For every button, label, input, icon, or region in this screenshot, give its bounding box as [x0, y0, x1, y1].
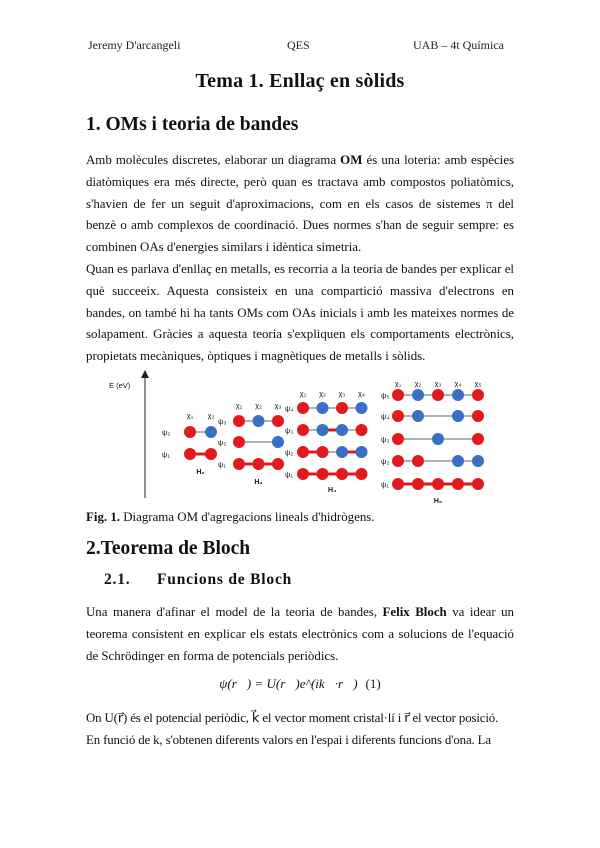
atomic-orbital-lobe — [452, 410, 464, 422]
energy-axis-arrow — [141, 370, 149, 378]
subsection-2-1-heading: 2.1. Funcions de Bloch — [104, 571, 293, 588]
psi-label: ψ₅ — [381, 391, 390, 400]
atomic-orbital-lobe — [297, 402, 309, 414]
atomic-orbital-lobe — [272, 458, 284, 470]
atomic-orbital-lobe — [472, 478, 484, 490]
atomic-orbital-lobe — [472, 433, 484, 445]
psi-label: ψ₄ — [285, 404, 294, 413]
psi-label: ψ₁ — [381, 480, 389, 489]
chi-label: χ₁ — [186, 411, 194, 420]
atomic-orbital-lobe — [317, 446, 329, 458]
section-2-paragraph-2-line-2: En funció de k, s'obtenen diferents valors en l'espai i diferents funcions d'ona. La — [86, 733, 491, 747]
atomic-orbital-lobe — [412, 478, 424, 490]
group-label: H₅ — [433, 498, 443, 505]
atomic-orbital-lobe — [297, 446, 309, 458]
atomic-orbital-lobe — [184, 448, 196, 460]
bloch-equation: ψ(r⃗) = U(r⃗)e^(ik⃗·r⃗) (1) — [219, 676, 381, 691]
chi-label: χ₂ — [207, 411, 215, 420]
atomic-orbital-lobe — [392, 455, 404, 467]
section-2-heading: 2.Teorema de Bloch — [86, 538, 251, 559]
chi-label: χ₃ — [434, 379, 442, 388]
atomic-orbital-lobe — [412, 410, 424, 422]
section-2-paragraph-1: Una manera d'afinar el model de la teoria de bandes, Felix Bloch va idear un teorema consistent en explicar els estats electrònics com a solucions de l'equació de Schrödinger en forma de potencials periòdics. — [86, 605, 514, 663]
header-course: QES — [287, 38, 310, 52]
atomic-orbital-lobe — [472, 410, 484, 422]
psi-label: ψ₂ — [162, 428, 171, 437]
psi-label: ψ₂ — [218, 438, 227, 447]
atomic-orbital-lobe — [356, 446, 368, 458]
section-1-heading: 1. OMs i teoria de bandes — [86, 114, 299, 135]
atomic-orbital-lobe — [336, 468, 348, 480]
atomic-orbital-lobe — [317, 402, 329, 414]
atomic-orbital-lobe — [356, 468, 368, 480]
atomic-orbital-lobe — [356, 424, 368, 436]
atomic-orbital-lobe — [392, 389, 404, 401]
atomic-orbital-lobe — [317, 424, 329, 436]
group-label: H₄ — [328, 487, 337, 494]
atomic-orbital-lobe — [452, 478, 464, 490]
atomic-orbital-lobe — [392, 478, 404, 490]
chi-label: χ₄ — [358, 389, 365, 398]
chi-label: χ₁ — [235, 401, 243, 410]
psi-label: ψ₂ — [381, 457, 390, 466]
atomic-orbital-lobe — [432, 389, 444, 401]
atomic-orbital-lobe — [205, 426, 217, 438]
psi-label: ψ₁ — [162, 450, 170, 459]
atomic-orbital-lobe — [233, 436, 245, 448]
section-2-paragraph-2-line-1: On U(r⃗) és el potencial periòdic, k⃗ el vector moment cristal·lí i r⃗ el vector posició. — [86, 711, 499, 725]
atomic-orbital-lobe — [336, 446, 348, 458]
psi-label: ψ₂ — [285, 448, 294, 457]
atomic-orbital-lobe — [356, 402, 368, 414]
atomic-orbital-lobe — [472, 389, 484, 401]
chi-label: χ₄ — [454, 379, 462, 388]
chi-label: χ₁ — [299, 389, 307, 398]
atomic-orbital-lobe — [452, 389, 464, 401]
figure-caption: Fig. 1. Diagrama OM d'agregacions lineals d'hidrògens. — [86, 510, 375, 524]
psi-label: ψ₄ — [381, 412, 390, 421]
atomic-orbital-lobe — [253, 458, 265, 470]
atomic-orbital-lobe — [233, 458, 245, 470]
atomic-orbital-lobe — [336, 424, 348, 436]
chi-label: χ₃ — [274, 401, 282, 410]
atomic-orbital-lobe — [432, 478, 444, 490]
psi-label: ψ₁ — [218, 460, 226, 469]
atomic-orbital-lobe — [317, 468, 329, 480]
mo-diagram-figure — [86, 370, 514, 510]
chi-label: χ₅ — [474, 379, 482, 388]
chi-label: χ₂ — [414, 379, 422, 388]
group-label: H₂ — [196, 469, 205, 476]
energy-axis-label: E (eV) — [109, 381, 131, 390]
atomic-orbital-lobe — [184, 426, 196, 438]
group-label: H₃ — [254, 479, 263, 486]
psi-label: ψ₃ — [381, 435, 390, 444]
header-school: UAB – 4t Química — [413, 38, 504, 52]
chi-label: χ₃ — [338, 389, 346, 398]
atomic-orbital-lobe — [272, 415, 284, 427]
atomic-orbital-lobe — [272, 436, 284, 448]
atomic-orbital-lobe — [297, 468, 309, 480]
psi-label: ψ₃ — [285, 426, 294, 435]
chi-label: χ₂ — [255, 401, 262, 410]
atomic-orbital-lobe — [336, 402, 348, 414]
atomic-orbital-lobe — [297, 424, 309, 436]
atomic-orbital-lobe — [432, 433, 444, 445]
section-1-paragraph-1: Amb molècules discretes, elaborar un diagrama OM és una loteria: amb espècies diatòmiques era més directe, però quan es tractava amb compostos poliatòmics, s'havien de fer un seguit d'aproximacions, com en els casos de sistemes π del benzè o amb complexos de coordinació. Dues normes s'han de seguir sempre: es combinen OAs d'energies similars i idèntica simetria. — [86, 153, 514, 255]
section-1-paragraph-2: Quan es parlava d'enllaç en metalls, es recorria a la teoria de bandes per explicar el què succeeix. Aquesta consisteix en una compartició massiva d'electrons en bandes, on també hi ha tants OMs com OAs inicials i amb les mateixes normes de solapament. Gràcies a aquesta teoria s'expliquen els comportaments electrònics, propietats mecàniques, òptiques i magnètiques de metalls i sòlids. — [86, 262, 514, 364]
atomic-orbital-lobe — [205, 448, 217, 460]
chi-label: χ₁ — [394, 379, 402, 388]
atomic-orbital-lobe — [452, 455, 464, 467]
atomic-orbital-lobe — [233, 415, 245, 427]
document-title: Tema 1. Enllaç en sòlids — [195, 70, 405, 92]
atomic-orbital-lobe — [392, 410, 404, 422]
psi-label: ψ₃ — [218, 417, 227, 426]
atomic-orbital-lobe — [412, 455, 424, 467]
atomic-orbital-lobe — [253, 415, 265, 427]
atomic-orbital-lobe — [412, 389, 424, 401]
atomic-orbital-lobe — [392, 433, 404, 445]
atomic-orbital-lobe — [472, 455, 484, 467]
header-author: Jeremy D'arcangeli — [88, 38, 181, 52]
psi-label: ψ₁ — [285, 470, 293, 479]
chi-label: χ₂ — [319, 389, 326, 398]
